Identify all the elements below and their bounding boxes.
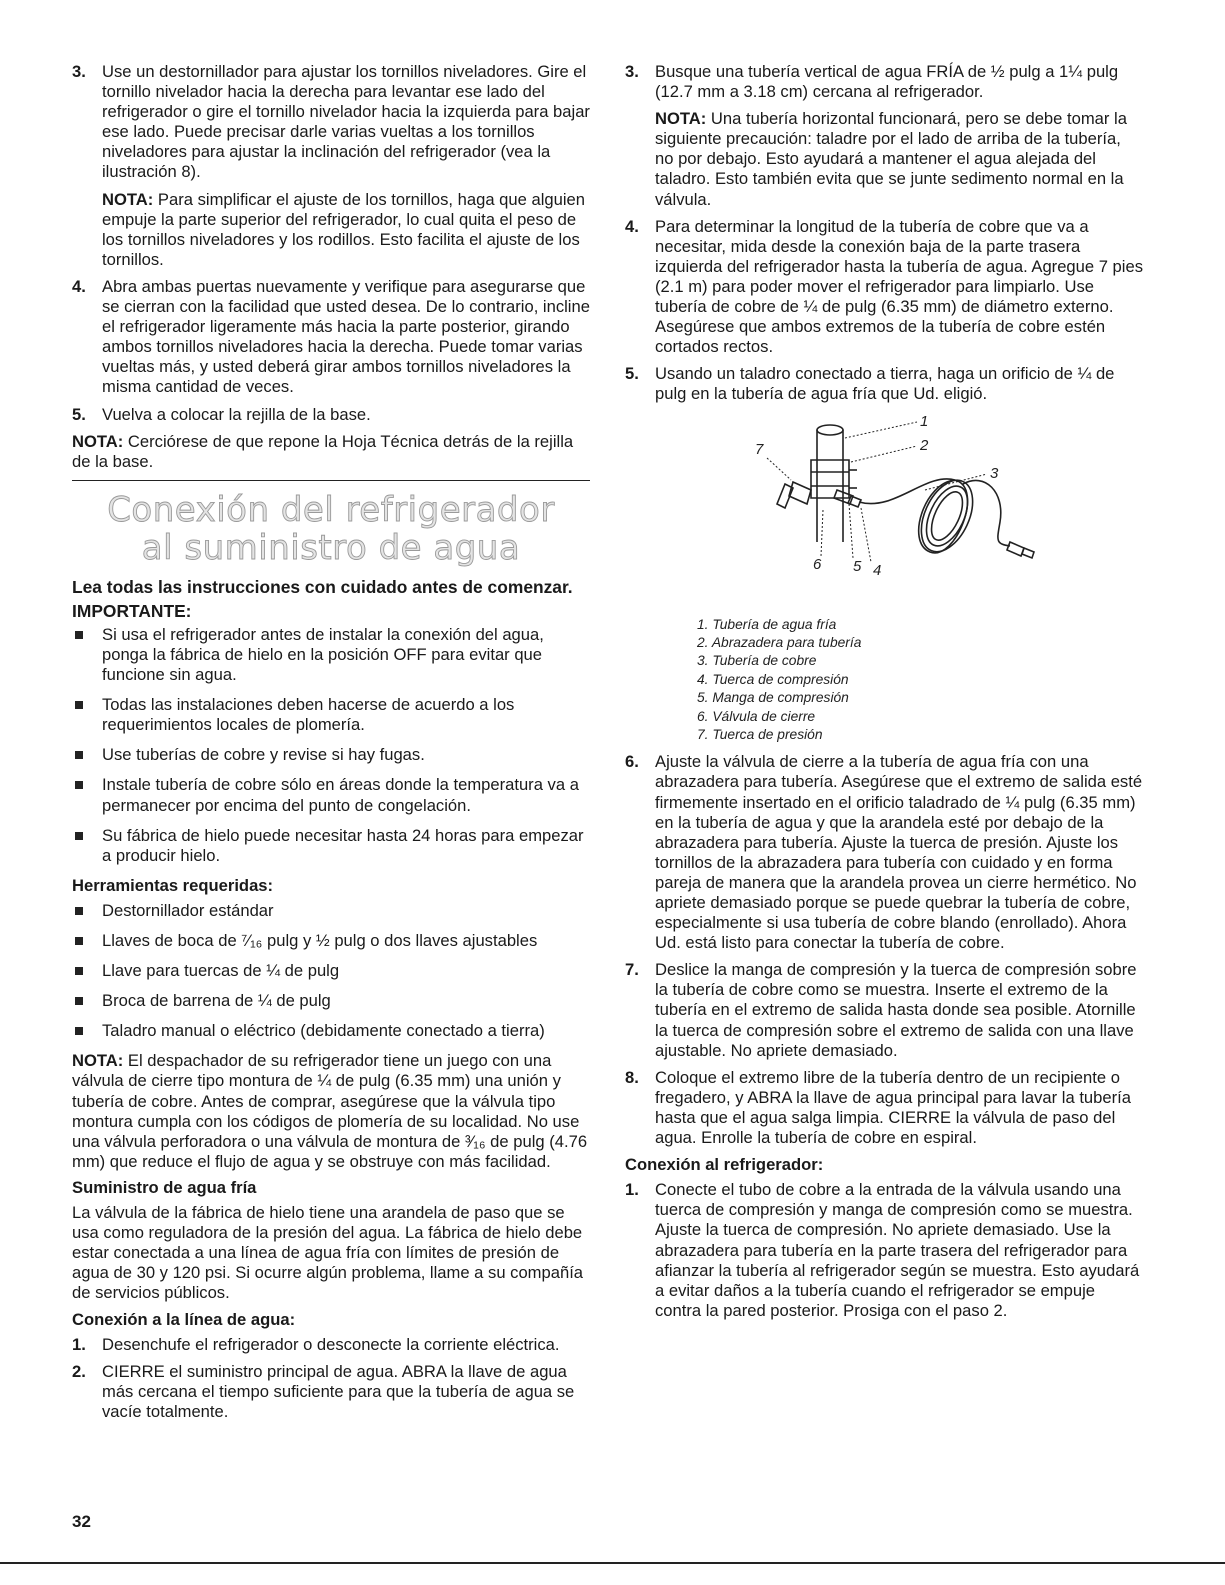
step-number: 4.	[625, 216, 639, 236]
callout-3: 3	[990, 464, 999, 482]
line-step-2	[72, 1362, 590, 1422]
section-title-line-2: al suministro de agua	[141, 527, 521, 568]
copper-tubing	[859, 478, 968, 552]
valve-handle	[777, 484, 793, 508]
shutoff-valve-diagram	[625, 412, 1143, 612]
dispenser-note: NOTA: El despachador de su refrigerador tiene un juego con una válvula de cierre tipo montura de ¼ de pulg (6.35 mm) una unión y tubería de cobre. Antes de comprar, asegúrese que la válvula tipo montura cumpla con los códigos de plomería de su localidad. No use una válvula perforadora o una válvula de montura de ³⁄₁₆ de pulg (4.76 mm) que reduce el flujo de agua y se obstruye con más facilidad.	[72, 1051, 588, 1171]
list-item: Use tuberías de cobre y revise si hay fugas.	[72, 745, 590, 765]
line-step-8	[625, 1068, 1143, 1148]
line-step-5	[625, 364, 1143, 404]
step-text: Para determinar la longitud de la tubería de cobre que va a necesitar, mida desde la conexión baja de la parte trasera izquierda del refrigerador hasta la tubería de agua. Agregue 7 pies (2.1 m) para poder mover el refrigerador para limpiarlo. Use tubería de cobre de ¼ de pulg (6.35 mm) de diámetro externo. Asegúrese que ambos extremos de la tubería de cobre estén cortados rectos.	[655, 216, 1144, 357]
step-text: Busque una tubería vertical de agua FRÍA de ½ pulg a 1¼ pulg (12.7 mm a 3.18 cm) cercana al refrigerador.	[655, 62, 1119, 102]
callout-5: 5	[853, 557, 862, 575]
compression-sleeve	[848, 496, 861, 507]
step-text: Desenchufe el refrigerador o desconecte la corriente eléctrica.	[102, 1334, 560, 1354]
step-4-doors	[72, 277, 590, 398]
list-item: Instale tubería de cobre sólo en áreas donde la temperatura va a permanecer por encima del punto de congelación.	[72, 775, 590, 815]
section-title	[72, 491, 590, 567]
list-item: Destornillador estándar	[72, 901, 590, 921]
step-text: Vuelva a colocar la rejilla de la base.	[102, 404, 371, 424]
callout-6: 6	[813, 555, 822, 573]
tube-end-sleeve	[1022, 548, 1034, 558]
cold-water-heading: Suministro de agua fría	[72, 1177, 257, 1197]
step-number: 8.	[625, 1067, 639, 1087]
step-text: CIERRE el suministro principal de agua. ABRA la llave de agua más cercana el tiempo suficiente para que la tubería de agua se vacíe totalmente.	[102, 1361, 575, 1421]
step-note: NOTA: Para simplificar el ajuste de los tornillos, haga que alguien empuje la parte superior del refrigerador, lo cual quita el peso de los tornillos niveladores y los rodillos. Esto facilita el ajuste de los tornillos.	[102, 189, 585, 269]
step-number: 7.	[625, 960, 639, 980]
step-number: 5.	[625, 364, 639, 384]
step-number: 3.	[72, 62, 86, 81]
list-item: Todas las instalaciones deben hacerse de acuerdo a los requerimientos locales de plomería.	[72, 695, 590, 735]
valve-illustration	[625, 412, 1143, 612]
important-list	[72, 625, 590, 866]
section-divider	[72, 480, 590, 481]
line-step-3	[625, 62, 1143, 210]
step-number: 2.	[72, 1361, 86, 1381]
legend-item: 7. Tuerca de presión	[697, 726, 823, 742]
step-number: 6.	[625, 752, 639, 772]
legend-item: 1. Tubería de agua fría	[697, 616, 837, 632]
section-title-line-1: Conexión del refrigerador	[107, 489, 555, 530]
legend-item: 3. Tubería de cobre	[697, 653, 817, 669]
list-item: Su fábrica de hielo puede necesitar hasta 24 horas para empezar a producir hielo.	[72, 826, 590, 866]
step-text: Abra ambas puertas nuevamente y verifique para asegurarse que se cierran con la facilidad que usted desea. De lo contrario, incline el refrigerador ligeramente más hacia la parte posterior, girando ambos tornillos niveladores hacia la derecha. Puede tomar varias vueltas más, y usted deberá girar ambos tornillos niveladores la misma cantidad de veces.	[102, 276, 590, 397]
page-bottom-rule	[0, 1562, 1225, 1564]
list-item: Llave para tuercas de ¼ de pulg	[72, 961, 590, 981]
step-number: 1.	[72, 1334, 86, 1354]
step-3-leveling	[72, 62, 590, 270]
left-column	[72, 62, 590, 1429]
list-item: Llaves de boca de ⁷⁄₁₆ pulg y ½ pulg o dos llaves ajustables	[72, 931, 590, 951]
step-text: Usando un taladro conectado a tierra, haga un orificio de ¼ de pulg en la tubería de agua fría que Ud. eligió.	[655, 364, 1115, 404]
step-text: Deslice la manga de compresión y la tuerca de compresión sobre la tubería de cobre como se muestra. Inserte el extremo de la tubería en el extremo de salida hasta donde sea posible. Atornille la tuerca de compresión sobre el extremo de salida con una llave ajustable. No apriete demasiado.	[655, 960, 1137, 1060]
callout-2: 2	[920, 436, 929, 454]
read-instructions-lead: Lea todas las instrucciones con cuidado antes de comenzar.	[72, 576, 573, 597]
step-number: 5.	[72, 404, 86, 424]
shutoff-valve	[789, 482, 811, 504]
important-heading: IMPORTANTE:	[72, 600, 192, 621]
pipe-top	[817, 425, 843, 435]
step-text: Coloque el extremo libre de la tubería dentro de un recipiente o fregadero, y ABRA la llave de agua principal para lavar la tubería hasta que el agua salga limpia. CIERRE la válvula de paso del agua. Enrolle la tubería de cobre en espiral.	[655, 1067, 1131, 1148]
legend-item: 4. Tuerca de compresión	[697, 671, 849, 687]
line-step-6	[625, 752, 1143, 953]
cold-water-text: La válvula de la fábrica de hielo tiene una arandela de paso que se usa como reguladora de la presión del agua. La fábrica de hielo debe estar conectada a una línea de agua fría con límites de presión de agua de 30 y 120 psi. Si ocurre algún problema, llame a su compañía de servicios públicos.	[72, 1203, 584, 1303]
step-text: Use un destornillador para ajustar los tornillos niveladores. Gire el tornillo nivelador hacia la derecha para levantar ese lado del refrigerador o gire el tornillo nivelador hacia la izquierda para bajar ese lado. Puede precisar darle varias vueltas a los tornillos niveladores para ajustar la inclinación del refrigerador (vea la ilustración 8).	[102, 62, 590, 182]
legend-item: 2. Abrazadera para tubería	[697, 634, 862, 650]
diagram-legend	[697, 616, 1143, 745]
list-item: Broca de barrena de ¼ de pulg	[72, 991, 590, 1011]
step-number: 3.	[625, 62, 639, 81]
step-text: Conecte el tubo de cobre a la entrada de la válvula usando una tuerca de compresión y manga de compresión como se muestra. Ajuste la tuerca de compresión. No apriete demasiado. Use la abrazadera para tubería en la parte trasera del refrigerador para afianzar la tubería al refrigerador según se muestra. Esto ayudará a evitar daños a la tubería cuando el refrigerador se empuje contra la pared posterior. Prosiga con el paso 2.	[655, 1180, 1140, 1320]
tech-sheet-note: NOTA: Cerciórese de que repone la Hoja Técnica detrás de la rejilla de la base.	[72, 431, 574, 471]
line-step-1	[72, 1335, 590, 1355]
line-step-7	[625, 960, 1143, 1060]
tools-list	[72, 901, 590, 1041]
line-step-4	[625, 217, 1143, 358]
step-number: 4.	[72, 276, 86, 296]
step-text: Ajuste la válvula de cierre a la tubería de agua fría con una abrazadera para tubería. Asegúrese que el extremo de salida esté firmemente insertado en el orificio taladrado de ¼ pulg (6.35 mm) en la tubería de agua y que la arandela esté por debajo de la abrazadera para tubería. Ajuste la tuerca de presión. Ajuste los tornillos de la abrazadera para tubería con cuidado y en forma pareja de manera que la arandela provea un cierre hermético. No apriete demasiado porque se puede quebrar la tubería de cobre, especialmente si usa tubería de cobre blando (enrollado). Ahora Ud. está listo para conectar la tubería de cobre.	[655, 752, 1143, 953]
step-note: NOTA: Una tubería horizontal funcionará, pero se debe tomar la siguiente precaución: taladre por el lado de arriba de la tubería, no por debajo. Esto ayudará a mantener el agua alejada del taladro. Esto también evita que se junte sedimento normal en la válvula.	[655, 109, 1127, 209]
water-line-heading: Conexión a la línea de agua:	[72, 1309, 296, 1329]
list-item: Si usa el refrigerador antes de instalar la conexión del agua, ponga la fábrica de hielo en la posición OFF para evitar que funcione sin agua.	[72, 625, 590, 685]
legend-item: 5. Manga de compresión	[697, 690, 849, 706]
callout-7: 7	[755, 440, 764, 458]
refrigerator-connection-heading: Conexión al refrigerador:	[625, 1155, 824, 1175]
page-number: 32	[72, 1512, 91, 1531]
tools-heading: Herramientas requeridas:	[72, 875, 274, 895]
list-item: Taladro manual o eléctrico (debidamente conectado a tierra)	[72, 1021, 590, 1041]
legend-item: 6. Válvula de cierre	[697, 708, 816, 724]
callout-1: 1	[920, 412, 929, 430]
step-5-grille	[72, 405, 590, 425]
callout-4: 4	[873, 561, 882, 579]
step-number: 1.	[625, 1180, 639, 1200]
right-column	[625, 62, 1143, 1328]
connection-step-1	[625, 1180, 1143, 1321]
